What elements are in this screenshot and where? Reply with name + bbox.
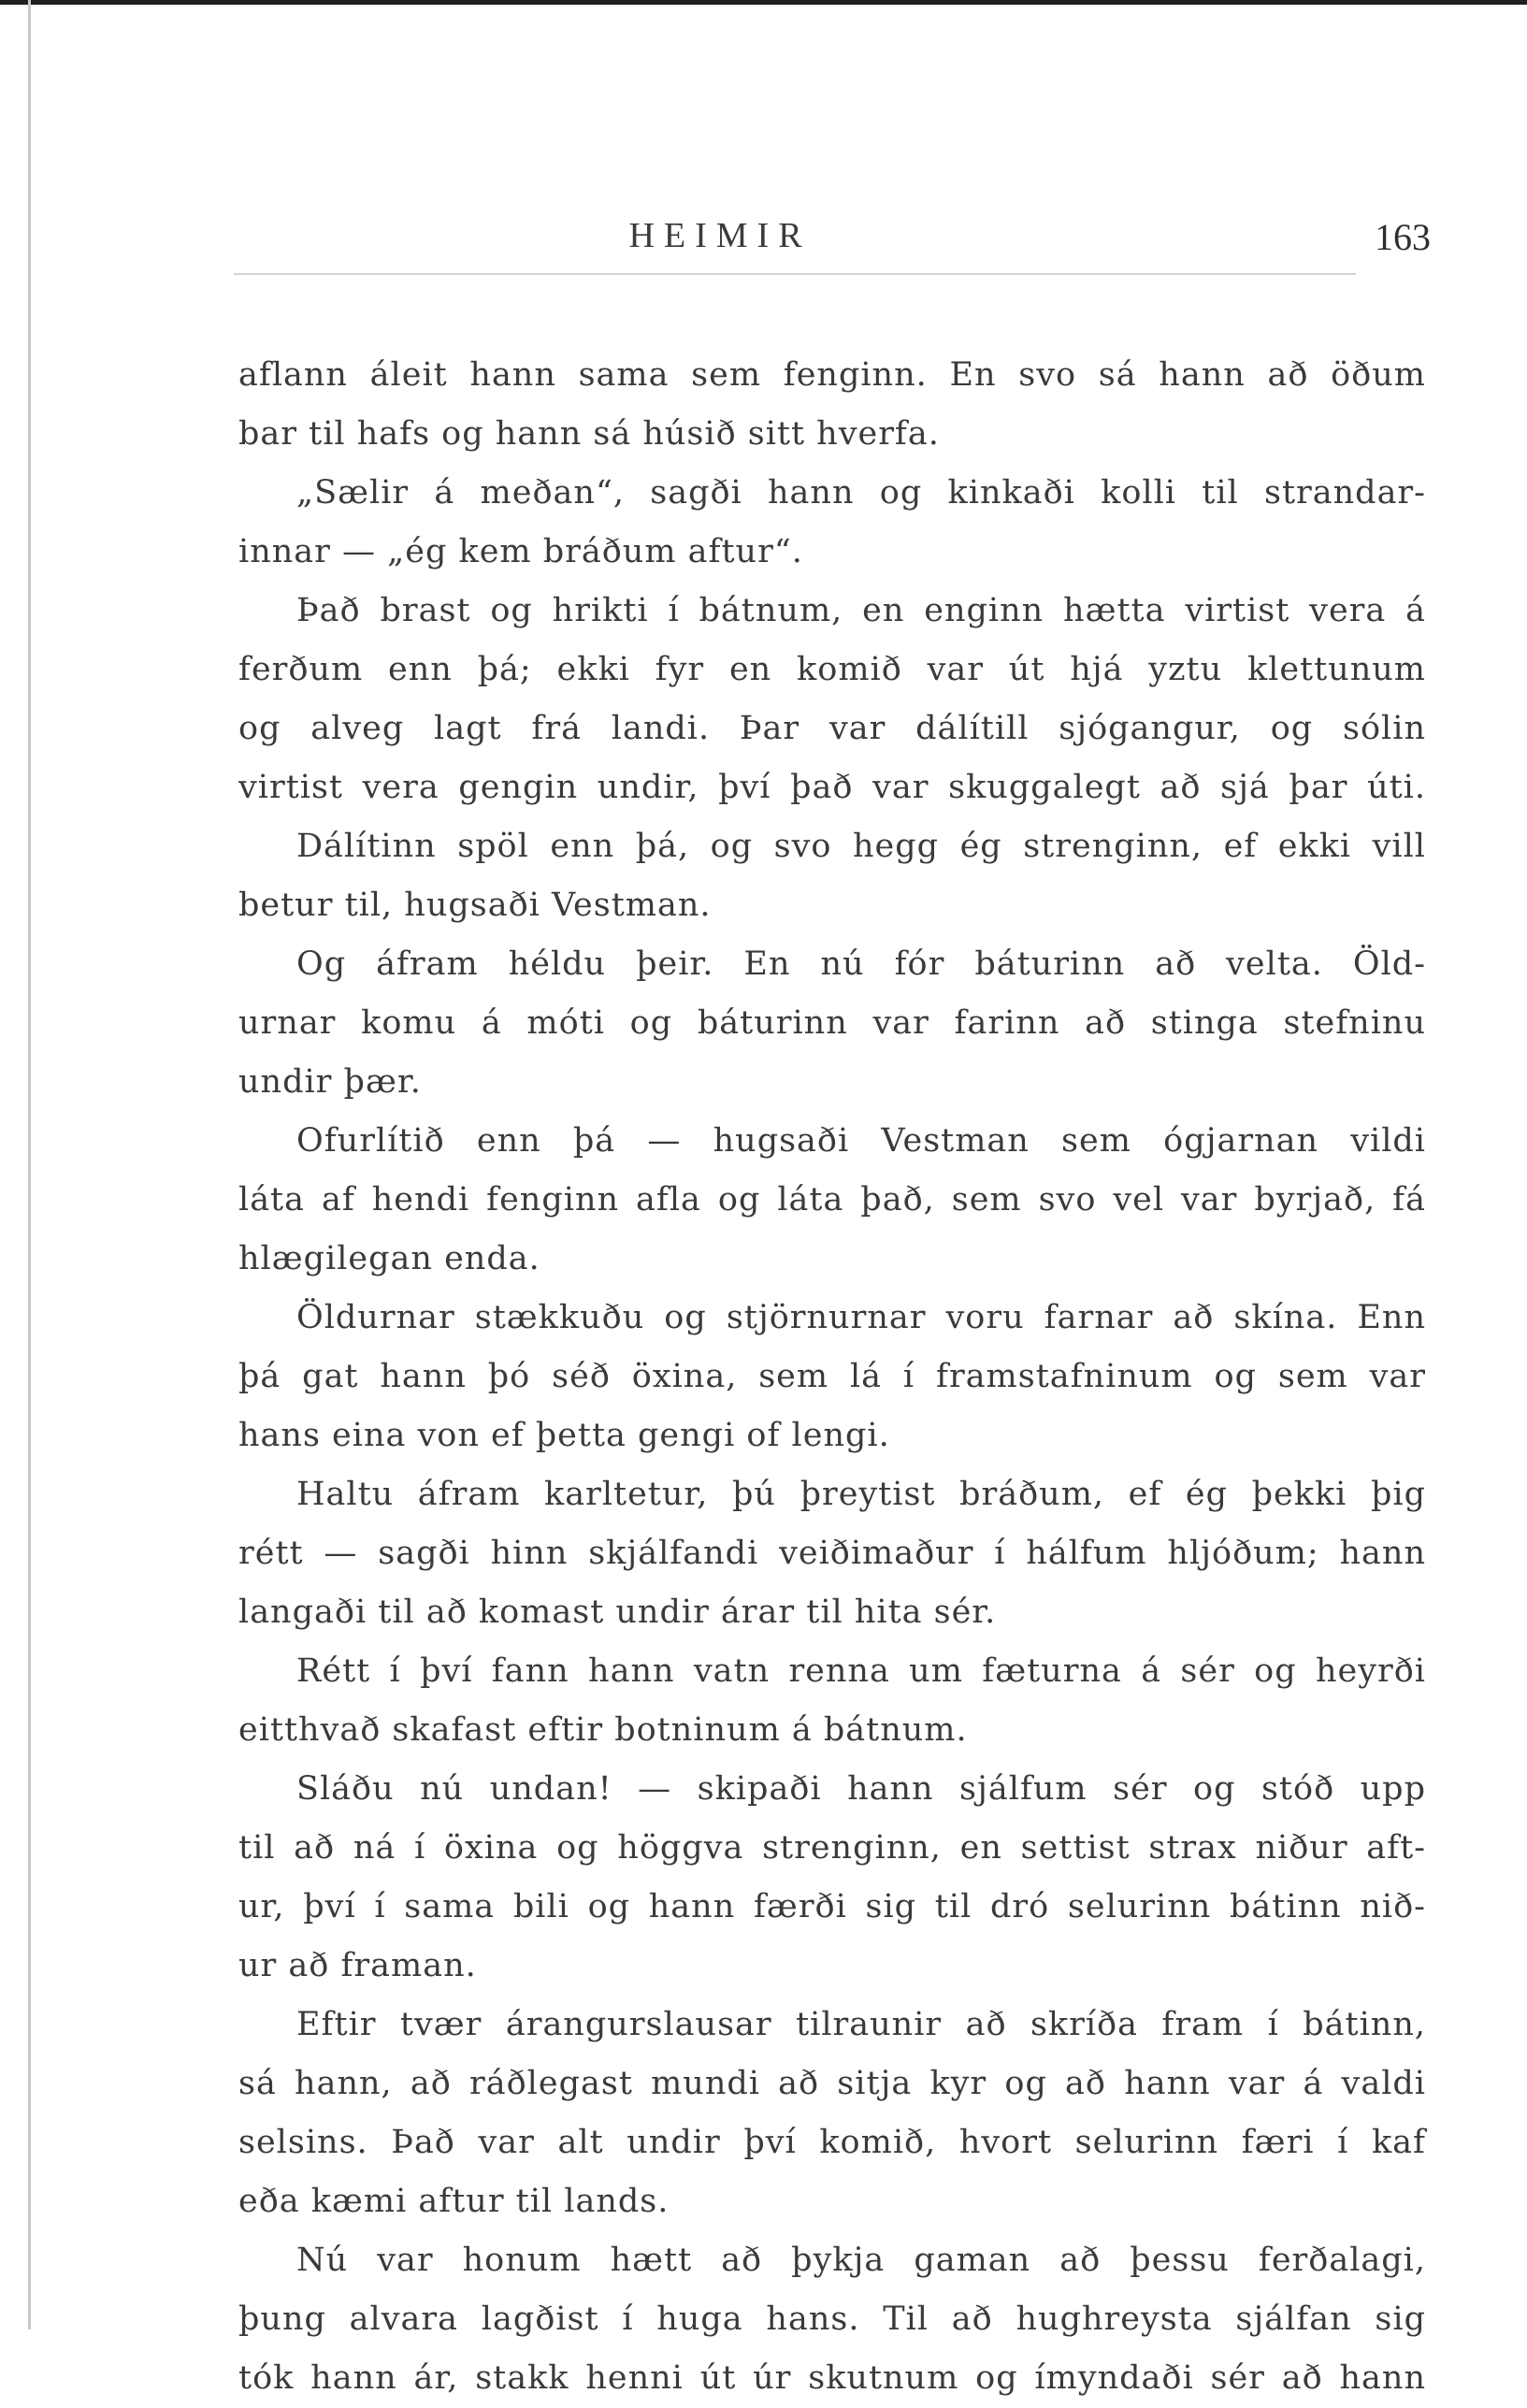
text-line: ur að framan.: [238, 1947, 477, 1984]
text-line: Það brast og hrikti í bátnum, en enginn hætta virtist vera á: [296, 592, 1426, 629]
text-line: sá hann, að ráðlegast mundi að sitja kyr og að hann var á valdi: [238, 2065, 1426, 2102]
text-line: virtist vera gengin undir, því það var skuggalegt að sjá þar úti.: [238, 769, 1426, 806]
text-line: eða kæmi aftur til lands.: [238, 2183, 670, 2220]
text-line: Öldurnar stækkuðu og stjörnurnar voru farnar að skína. Enn: [296, 1299, 1426, 1336]
scan-top-border: [0, 0, 1527, 5]
body-text: [238, 346, 1426, 2408]
text-line: innar — „ég kem bráðum aftur“.: [238, 533, 803, 570]
text-line: Rétt í því fann hann vatn renna um fæturna á sér og heyrði: [296, 1652, 1426, 1690]
text-line: undir þær.: [238, 1063, 422, 1101]
text-line: Nú var honum hætt að þykja gaman að þessu ferðalagi,: [296, 2242, 1426, 2279]
text-line: hlægilegan enda.: [238, 1240, 540, 1277]
header-rule: [234, 273, 1356, 275]
text-line: Ofurlítið enn þá — hugsaði Vestman sem ógjarnan vildi: [296, 1122, 1426, 1160]
text-line: selsins. Það var alt undir því komið, hvort selurinn færi í kaf: [238, 2124, 1426, 2161]
text-line: þung alvara lagðist í huga hans. Til að hughreysta sjálfan sig: [238, 2300, 1426, 2338]
text-line: ur, því í sama bili og hann færði sig til dró selurinn bátinn nið-: [238, 1888, 1426, 1925]
text-line: bar til hafs og hann sá húsið sitt hverfa.: [238, 415, 940, 453]
page-number: 163: [1375, 216, 1431, 258]
text-line: til að ná í öxina og höggva strenginn, en settist strax niður aft-: [238, 1829, 1426, 1867]
text-line: „Sælir á meðan“, sagði hann og kinkaði kolli til strandar-: [296, 474, 1426, 512]
text-line: urnar komu á móti og báturinn var farinn að stinga stefninu: [238, 1004, 1426, 1042]
scan-left-border: [28, 0, 31, 2329]
text-line: Haltu áfram karltetur, þú þreytist bráðum, ef ég þekki þig: [296, 1476, 1426, 1513]
text-line: og alveg lagt frá landi. Þar var dálítill sjógangur, og sólin: [238, 710, 1426, 747]
text-line: Og áfram héldu þeir. En nú fór báturinn að velta. Öld-: [296, 945, 1426, 983]
text-line: Dálítinn spöl enn þá, og svo hegg ég strenginn, ef ekki vill: [296, 828, 1426, 865]
running-head: HEIMIR: [628, 216, 812, 255]
text-line: Eftir tvær árangurslausar tilraunir að skríða fram í bátinn,: [296, 2006, 1426, 2043]
text-line: láta af hendi fenginn afla og láta það, sem svo vel var byrjað, fá: [238, 1181, 1426, 1218]
text-line: rétt — sagði hinn skjálfandi veiðimaður í hálfum hljóðum; hann: [238, 1535, 1426, 1572]
text-line: hans eina von ef þetta gengi of lengi.: [238, 1417, 890, 1454]
page-header: [234, 215, 1431, 271]
text-line: Sláðu nú undan! — skipaði hann sjálfum sér og stóð upp: [296, 1770, 1426, 1808]
text-line: betur til, hugsaði Vestman.: [238, 887, 712, 924]
text-line: tók hann ár, stakk henni út úr skutnum og ímyndaði sér að hann: [238, 2359, 1426, 2397]
text-line: langaði til að komast undir árar til hita sér.: [238, 1593, 997, 1631]
text-line: þá gat hann þó séð öxina, sem lá í framstafninum og sem var: [238, 1358, 1426, 1395]
text-line: ferðum enn þá; ekki fyr en komið var út hjá yztu klettunum: [238, 651, 1426, 688]
text-line: eitthvað skafast eftir botninum á bátnum.: [238, 1711, 968, 1749]
text-line: aflann áleit hann sama sem fenginn. En svo sá hann að öðum: [238, 356, 1426, 394]
